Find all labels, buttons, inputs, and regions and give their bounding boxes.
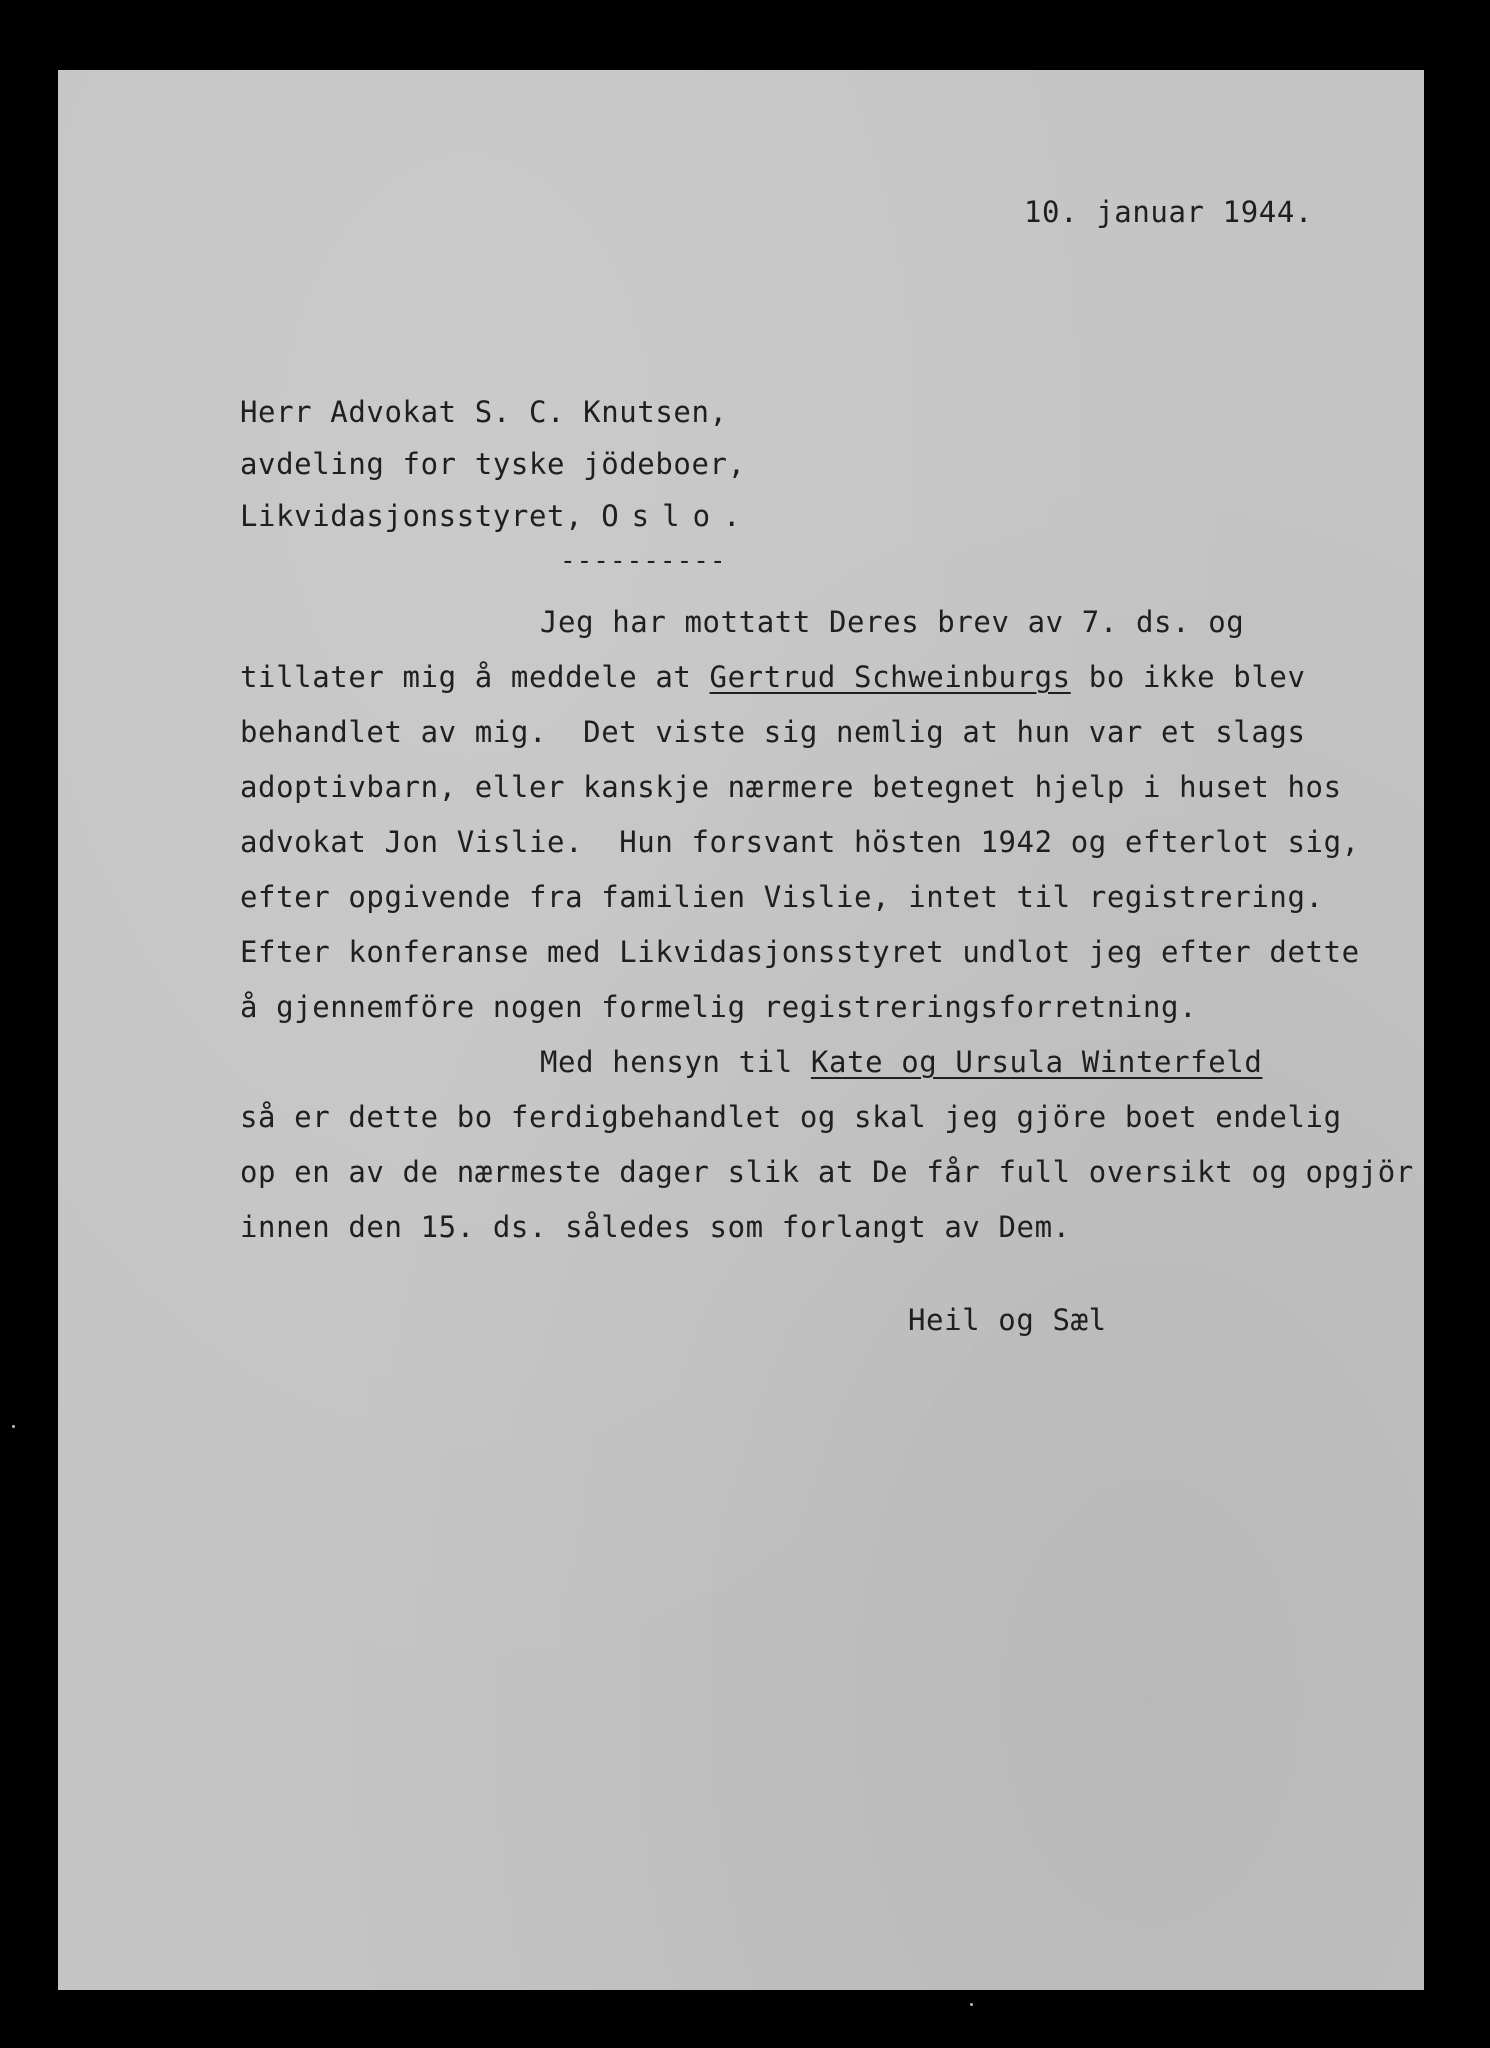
- body-line-6: efter opgivende fra familien Vislie, intet til registrering.: [240, 880, 1324, 914]
- body-line-9: [540, 1045, 1263, 1079]
- scan-speck: [970, 2003, 973, 2006]
- body-line-2-end: bo ikke blev: [1070, 660, 1306, 694]
- name-winterfeld: Kate og Ursula Winterfeld: [810, 1045, 1263, 1079]
- body-line-4: adoptivbarn, eller kanskje nærmere betegnet hjelp i huset hos: [240, 770, 1342, 804]
- letter-date: 10. januar 1944.: [1024, 195, 1313, 229]
- address-underline: ----------: [560, 546, 727, 576]
- body-line-2: [240, 660, 1306, 694]
- body-line-3: behandlet av mig. Det viste sig nemlig at hun var et slags: [240, 715, 1306, 749]
- recipient-city: Oslo.: [601, 499, 754, 533]
- recipient-line-2: avdeling for tyske jödeboer,: [240, 447, 746, 481]
- name-schweinburg: Gertrud Schweinburgs: [709, 660, 1071, 694]
- body-line-1: Jeg har mottatt Deres brev av 7. ds. og: [540, 605, 1245, 639]
- letter-sheet: [58, 70, 1424, 1990]
- recipient-line-3: [240, 499, 754, 533]
- body-line-12: innen den 15. ds. således som forlangt av Dem.: [240, 1210, 1071, 1244]
- body-line-11: op en av de nærmeste dager slik at De får full oversikt og opgjör: [240, 1155, 1414, 1189]
- body-line-9-start: Med hensyn til: [540, 1045, 811, 1079]
- closing-salutation: Heil og Sæl: [908, 1303, 1107, 1337]
- recipient-organization: Likvidasjonsstyret,: [240, 499, 602, 533]
- body-line-5: advokat Jon Vislie. Hun forsvant hösten 1942 og efterlot sig,: [240, 825, 1360, 859]
- recipient-line-1: Herr Advokat S. C. Knutsen,: [240, 395, 728, 429]
- body-line-2-start: tillater mig å meddele at: [240, 660, 710, 694]
- body-line-7: Efter konferanse med Likvidasjonsstyret undlot jeg efter dette: [240, 935, 1360, 969]
- body-line-8: å gjennemföre nogen formelig registreringsforretning.: [240, 990, 1198, 1024]
- scan-speck: [12, 1425, 15, 1428]
- body-line-10: så er dette bo ferdigbehandlet og skal jeg gjöre boet endelig: [240, 1100, 1342, 1134]
